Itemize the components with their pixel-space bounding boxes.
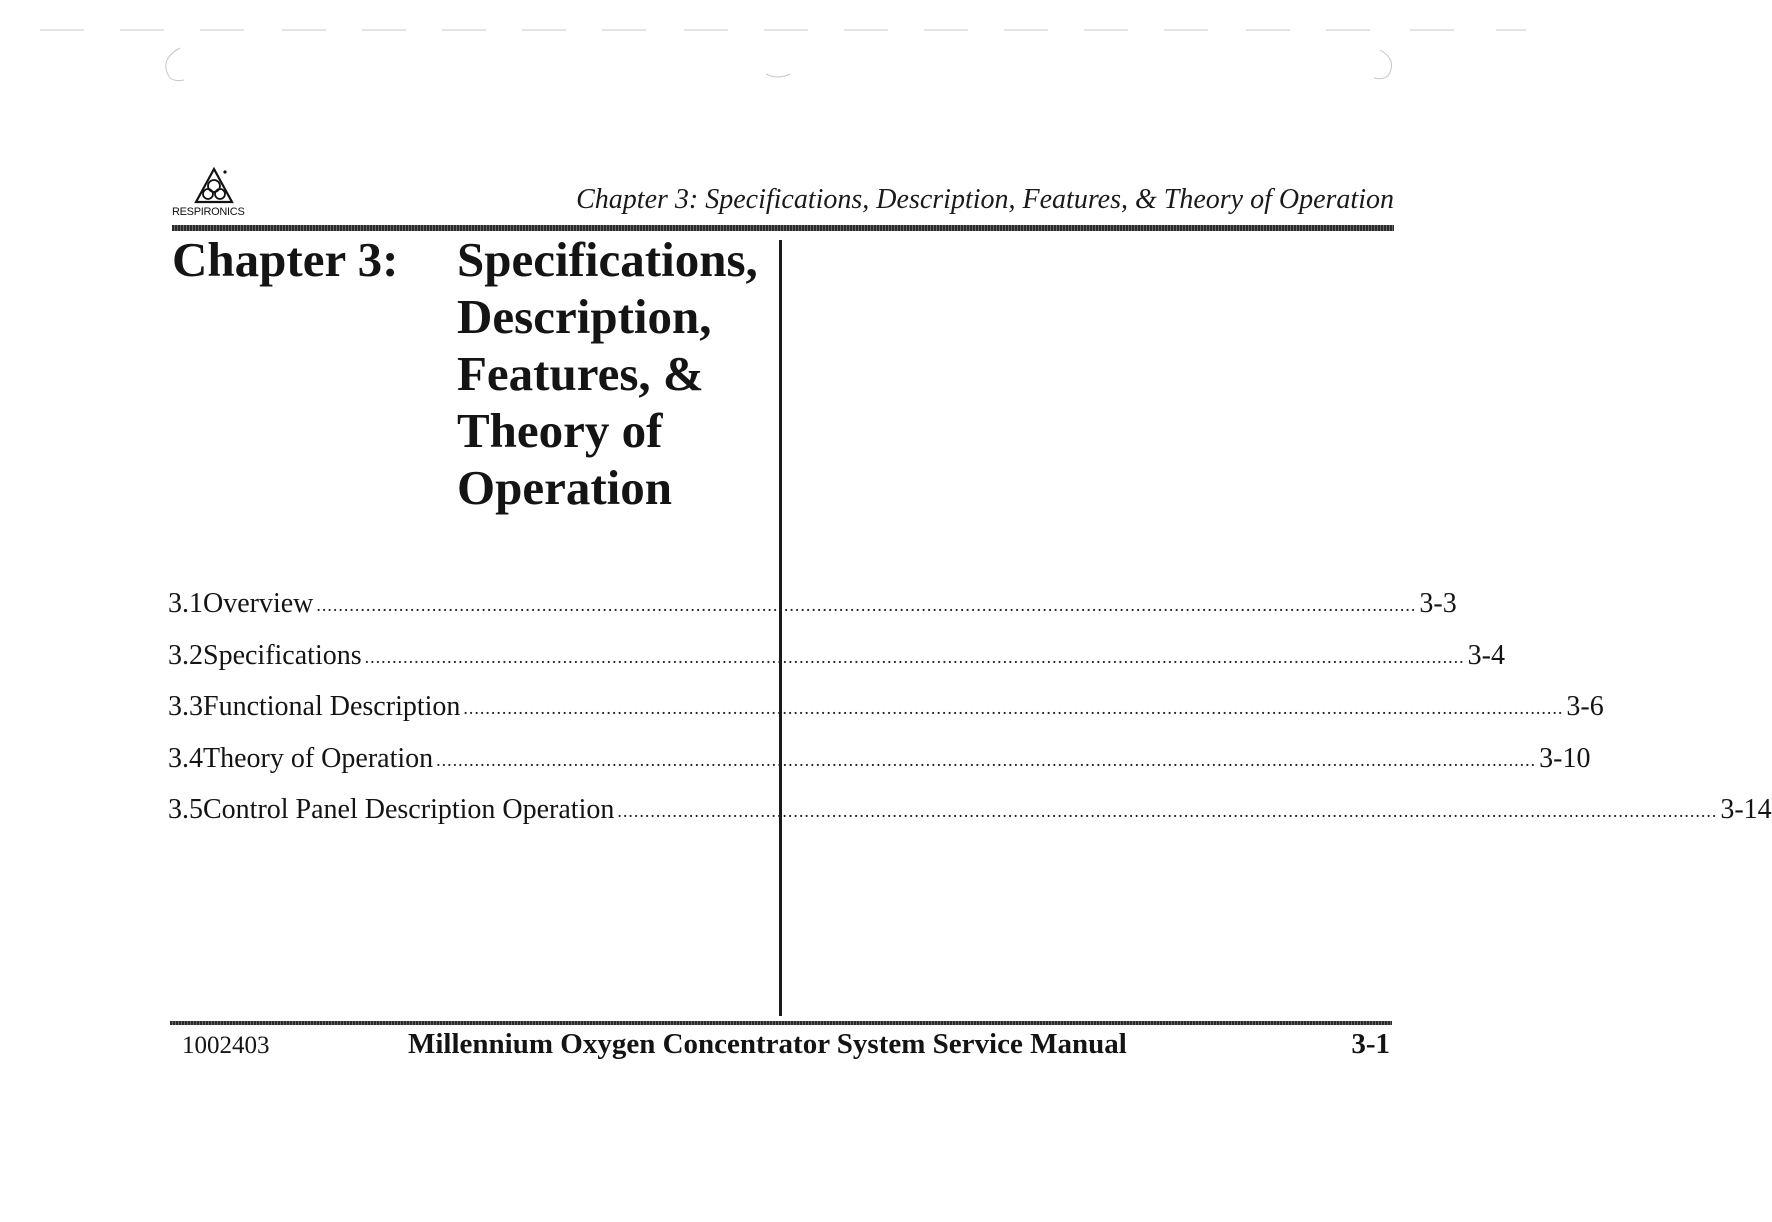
toc-entry-overview[interactable] (168, 588, 1457, 640)
respironics-logo-icon (192, 166, 236, 206)
manual-title: Millennium Oxygen Concentrator System Service Manual (408, 1028, 1127, 1060)
chapter-title-line: Theory of (457, 403, 663, 458)
toc-entry-control-panel[interactable] (168, 794, 1772, 846)
toc-entry-specifications[interactable] (168, 639, 1505, 692)
toc-number: 3.5 (168, 794, 203, 825)
toc-page: 3-4 (1467, 639, 1505, 671)
toc-leader-dots: ........................................................................................................................................................................................................ (617, 801, 1718, 821)
column-divider (779, 240, 782, 1016)
toc-number: 3.4 (168, 742, 203, 774)
chapter-title-line: Description, (457, 289, 712, 344)
footer-rule (170, 1021, 1392, 1025)
toc-title: Functional Description (203, 691, 461, 722)
toc-page: 3-6 (1566, 691, 1604, 722)
toc-leader-dots: ........................................................................................................................................................................................................ (364, 646, 1465, 667)
toc-page: 3-14 (1720, 794, 1772, 825)
toc-title: Specifications (203, 639, 362, 671)
toc-leader-dots: ........................................................................................................................................................................................................ (436, 749, 1537, 770)
toc-title: Control Panel Description Operation (203, 794, 615, 825)
chapter-label: Chapter 3: (172, 232, 399, 287)
respironics-logo (170, 166, 270, 222)
toc-title: Theory of Operation (203, 742, 434, 774)
chapter-title-line: Specifications, (457, 232, 758, 287)
toc-entry-functional-description[interactable] (168, 691, 1604, 743)
toc-number: 3.1 (168, 588, 203, 619)
page-number: 3-1 (1351, 1028, 1390, 1060)
toc-number: 3.2 (168, 639, 203, 671)
running-head: Chapter 3: Specifications, Description, Features, & Theory of Operation (576, 184, 1394, 215)
toc-title: Overview (203, 588, 314, 619)
chapter-title-line: Features, & (457, 346, 704, 401)
chapter-title-line: Operation (457, 460, 673, 515)
toc-page: 3-10 (1539, 742, 1591, 774)
chapter-title (457, 231, 787, 516)
document-number: 1002403 (182, 1032, 270, 1059)
toc-leader-dots: ........................................................................................................................................................................................................ (316, 595, 1417, 615)
toc-number: 3.3 (168, 691, 203, 722)
toc-entry-theory-of-operation[interactable] (168, 742, 1591, 795)
toc-leader-dots: ........................................................................................................................................................................................................ (463, 698, 1564, 718)
table-of-contents (168, 588, 1772, 846)
logo-wordmark: RESPIRONICS (172, 206, 245, 218)
toc-page: 3-3 (1419, 588, 1457, 619)
scan-perforation-marks (0, 0, 1580, 100)
